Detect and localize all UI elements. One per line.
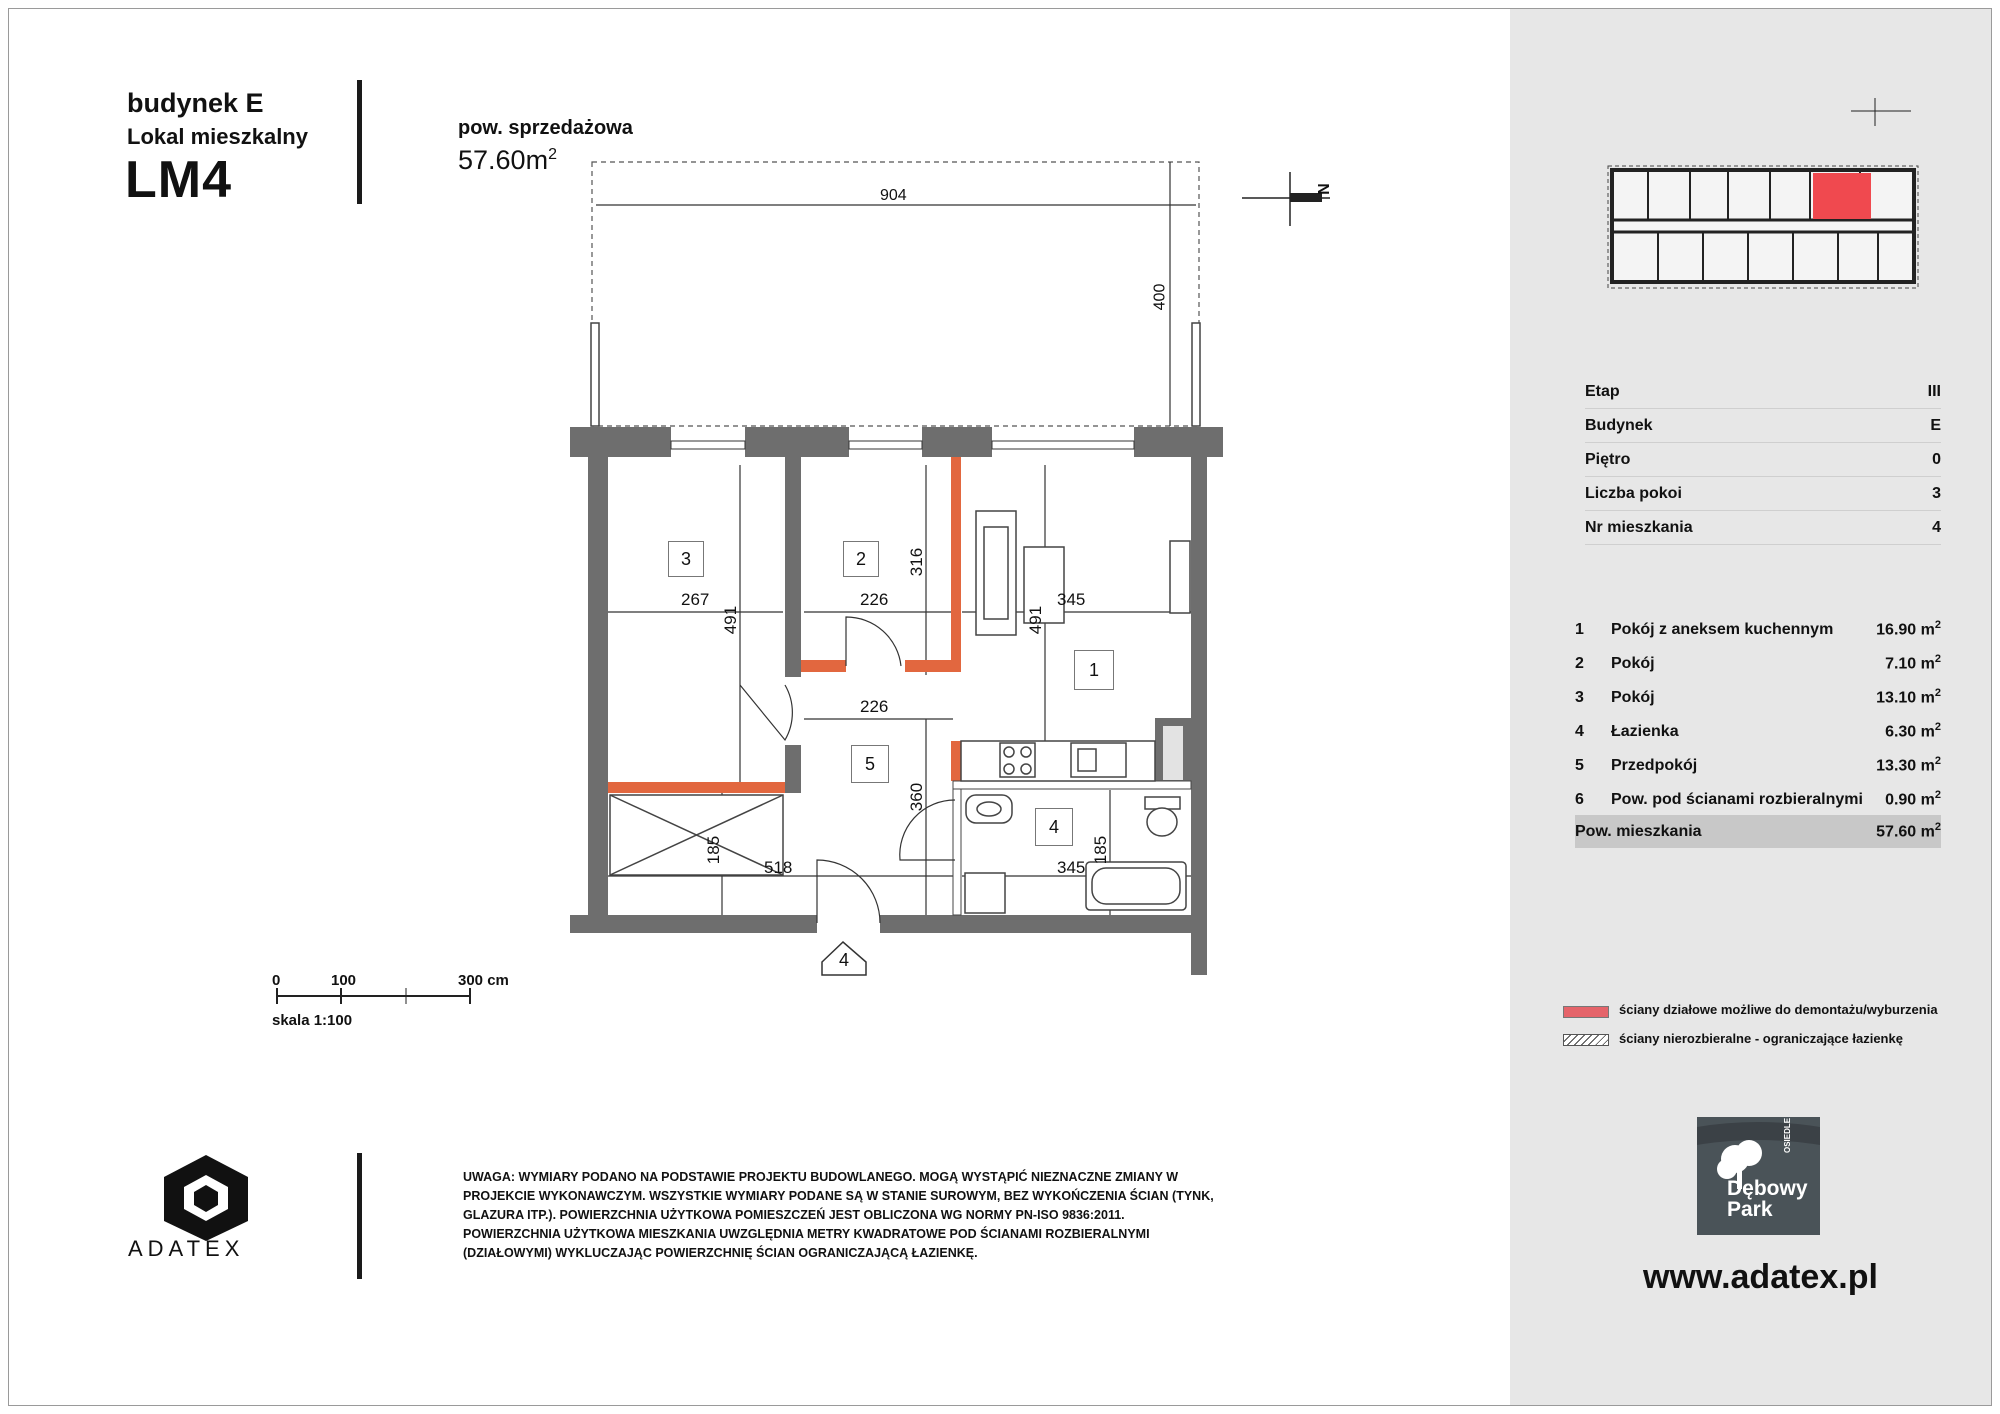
tree-crown-3 [1717, 1159, 1737, 1179]
total-area-name: Pow. mieszkania [1575, 822, 1702, 840]
sink-bowl [1078, 749, 1096, 771]
estate-name-line1: Dębowy [1727, 1177, 1808, 1200]
scale-bar [277, 988, 470, 1004]
adatex-logo-text: ADATEX [128, 1236, 245, 1261]
logo-wave [1697, 1122, 1820, 1145]
dim-label-345-top: 345 [1057, 590, 1086, 609]
room-area-6: 0.90 m [1885, 791, 1935, 809]
legend-swatch-bathroom [1563, 1034, 1609, 1046]
total-area-row [1575, 815, 1941, 848]
room-name-2: Pokój [1611, 654, 1655, 672]
info-row-etap [1585, 375, 1941, 409]
website-link[interactable]: www.adatex.pl [1643, 1258, 1878, 1296]
wall-bottom-right [880, 915, 1207, 933]
window-room2 [849, 441, 922, 449]
dim-label-904: 904 [880, 187, 907, 204]
wall-top-segment-2 [745, 427, 849, 457]
north-arrow [1242, 172, 1330, 226]
sales-area-label: pow. sprzedażowa [458, 117, 633, 139]
room-number-1: 1 [1074, 650, 1114, 690]
wall-top-segment-4 [1134, 427, 1223, 457]
room-num-1: 1 [1575, 620, 1584, 638]
entrance-number: 4 [838, 950, 849, 970]
info-label-nr-mieszkania: Nr mieszkania [1585, 518, 1693, 536]
window-room3 [671, 441, 745, 449]
info-row-nr-mieszkania [1585, 511, 1941, 545]
bathtub-inner [1092, 868, 1180, 904]
info-value-liczba-pokoi: 3 [1932, 484, 1941, 502]
room-area-sup-4: 2 [1934, 721, 1941, 734]
washbasin-bowl [977, 802, 1001, 816]
building-label: budynek E [127, 88, 264, 118]
north-label: N [1313, 183, 1331, 195]
room-area-1: 16.90 m [1876, 621, 1935, 639]
room-row-3 [1575, 681, 1941, 714]
dim-label-226-mid: 226 [860, 697, 889, 716]
tree-crown-2 [1736, 1140, 1762, 1166]
estate-small-label: OSIEDLE [1783, 1117, 1792, 1153]
dim-label-316: 316 [907, 547, 927, 577]
room-area-5: 13.30 m [1876, 757, 1935, 775]
room-row-1 [1575, 613, 1941, 646]
sales-area-unit-sup: 2 [548, 146, 557, 163]
room-area-sup-2: 2 [1934, 653, 1941, 666]
info-row-budynek [1585, 409, 1941, 443]
wall-bottom-left [570, 915, 817, 933]
room-name-4: Łazienka [1611, 722, 1679, 740]
room-number-2: 2 [843, 541, 879, 577]
stove-burner-1 [1004, 747, 1014, 757]
dim-label-345-bottom: 345 [1057, 858, 1086, 877]
bathroom-wall-left [953, 789, 961, 915]
removable-wall-room2-bottom-left [801, 660, 846, 672]
legend-label-bathroom: ściany nierozbieralne - ograniczające łazienkę [1619, 1031, 1903, 1046]
scale-tick-label-300: 300 cm [458, 972, 509, 989]
scale-label: skala 1:100 [272, 1012, 353, 1029]
wall-left [588, 457, 608, 917]
dim-label-185-left: 185 [704, 835, 724, 865]
room-area-sup-1: 2 [1934, 619, 1941, 632]
wall-right [1191, 457, 1207, 975]
room-name-5: Przedpokój [1611, 756, 1698, 774]
room-number-3: 3 [668, 541, 704, 577]
scale-tick-label-100: 100 [331, 972, 357, 989]
sofa [976, 511, 1016, 635]
stove-burner-3 [1004, 764, 1014, 774]
shaft-void [1163, 726, 1183, 780]
room-row-2 [1575, 647, 1941, 680]
stove-burner-4 [1021, 764, 1031, 774]
adatex-logo-icon [158, 1153, 254, 1243]
wall-room3-room2 [785, 457, 801, 677]
removable-wall-room3-bottom [608, 782, 785, 793]
removable-wall-room2-room1 [951, 457, 961, 672]
scale-tick-label-0: 0 [272, 972, 281, 989]
room-area-sup-3: 2 [1934, 687, 1941, 700]
dim-label-491-left: 491 [721, 605, 741, 635]
room-row-4 [1575, 715, 1941, 748]
debowy-park-logo [1697, 1117, 1820, 1235]
terrace-post-right [1192, 323, 1200, 426]
door-entrance [817, 860, 880, 923]
info-value-budynek: E [1930, 416, 1941, 434]
room-num-4: 4 [1575, 722, 1584, 740]
total-area-sup: 2 [1934, 821, 1941, 834]
estate-name-line2: Park [1727, 1198, 1773, 1221]
tv-cabinet [1170, 541, 1190, 613]
room-area-4: 6.30 m [1885, 723, 1935, 741]
legend-label-removable: ściany działowe możliwe do demontażu/wyburzenia [1619, 1002, 1938, 1017]
room-area-sup-6: 2 [1934, 789, 1941, 802]
wall-top-segment-1 [570, 427, 671, 457]
disclaimer-note: UWAGA: WYMIARY PODANO NA PODSTAWIE PROJEKTU BUDOWLANEGO. MOGĄ WYSTĄPIĆ NIEZNACZNE ZMIANY W PROJEKCIE WYKONAWCZYM. WSZYSTKIE WYMIARY PODANE SĄ W STANIE SUROWYM, BEZ WYKOŃCZENIA ŚCIAN (TYNK, GLAZURA ITP.). POWIERZCHNIA UŻYTKOWA POMIESZCZEŃ JEST OBLICZONA WG NORMY PN-ISO 9836:2011. POWIERZCHNIA UŻYTKOWA MIESZKANIA UWZGLĘDNIA METRY KWADRATOWE POD ŚCIANAMI ROZBIERALNYMI (DZIAŁOWYMI) WYKLUCZAJĄC POWIERZCHNIĘ ŚCIAN OGRANICZAJĄCĄ ŁAZIENKĘ. [463, 1170, 1214, 1260]
room-area-2: 7.10 m [1885, 655, 1935, 673]
dim-label-226-top: 226 [860, 590, 889, 609]
room-area-sup-5: 2 [1934, 755, 1941, 768]
wall-top-segment-3 [922, 427, 992, 457]
unit-code: LM4 [125, 151, 232, 209]
total-area-value: 57.60 m [1876, 823, 1935, 841]
removable-wall-kitchen [951, 741, 961, 781]
window-room1 [992, 441, 1134, 449]
key-plan-unit-highlight [1813, 173, 1871, 219]
bathroom-wall-top [953, 781, 1191, 789]
toilet-bowl [1147, 808, 1177, 836]
room-number-5: 5 [851, 745, 889, 783]
legend-swatch-removable [1563, 1006, 1609, 1018]
room-name-3: Pokój [1611, 688, 1655, 706]
door-room2 [846, 617, 901, 666]
info-value-pietro: 0 [1932, 450, 1941, 468]
washing-machine [965, 873, 1005, 913]
info-label-liczba-pokoi: Liczba pokoi [1585, 484, 1682, 502]
removable-wall-room2-bottom-right [905, 660, 961, 672]
room-num-5: 5 [1575, 756, 1584, 774]
info-value-nr-mieszkania: 4 [1932, 518, 1941, 536]
dim-label-400: 400 [1151, 283, 1169, 311]
room-num-6: 6 [1575, 790, 1584, 808]
windows [671, 441, 1134, 449]
room-area-3: 13.10 m [1876, 689, 1935, 707]
room-name-1: Pokój z aneksem kuchennym [1611, 620, 1834, 638]
room-num-3: 3 [1575, 688, 1584, 706]
info-label-budynek: Budynek [1585, 416, 1653, 434]
stove-burner-2 [1021, 747, 1031, 757]
dim-label-491-right: 491 [1026, 605, 1046, 635]
dim-label-360: 360 [907, 782, 927, 812]
dim-label-185-right: 185 [1091, 835, 1111, 865]
info-row-liczba-pokoi [1585, 477, 1941, 511]
room-number-4: 4 [1035, 808, 1073, 846]
info-label-pietro: Piętro [1585, 450, 1631, 468]
room-row-6 [1575, 783, 1941, 816]
door-room3 [740, 685, 792, 740]
dim-label-518: 518 [764, 858, 793, 877]
room-row-5 [1575, 749, 1941, 782]
removable-walls [608, 457, 961, 793]
room-num-2: 2 [1575, 654, 1584, 672]
room-name-6: Pow. pod ścianami rozbieralnymi [1611, 790, 1863, 808]
unit-type-label: Lokal mieszkalny [127, 124, 308, 149]
info-row-pietro [1585, 443, 1941, 477]
sales-area-number: 57.60m [458, 145, 549, 175]
terrace-post-left [591, 323, 599, 426]
toilet-tank [1145, 797, 1180, 809]
dim-label-267: 267 [681, 590, 710, 609]
footer-divider [357, 1153, 362, 1279]
info-value-etap: III [1927, 382, 1941, 400]
info-label-etap: Etap [1585, 382, 1620, 400]
key-plan [1598, 96, 1928, 306]
wall-hall-left [785, 745, 801, 793]
